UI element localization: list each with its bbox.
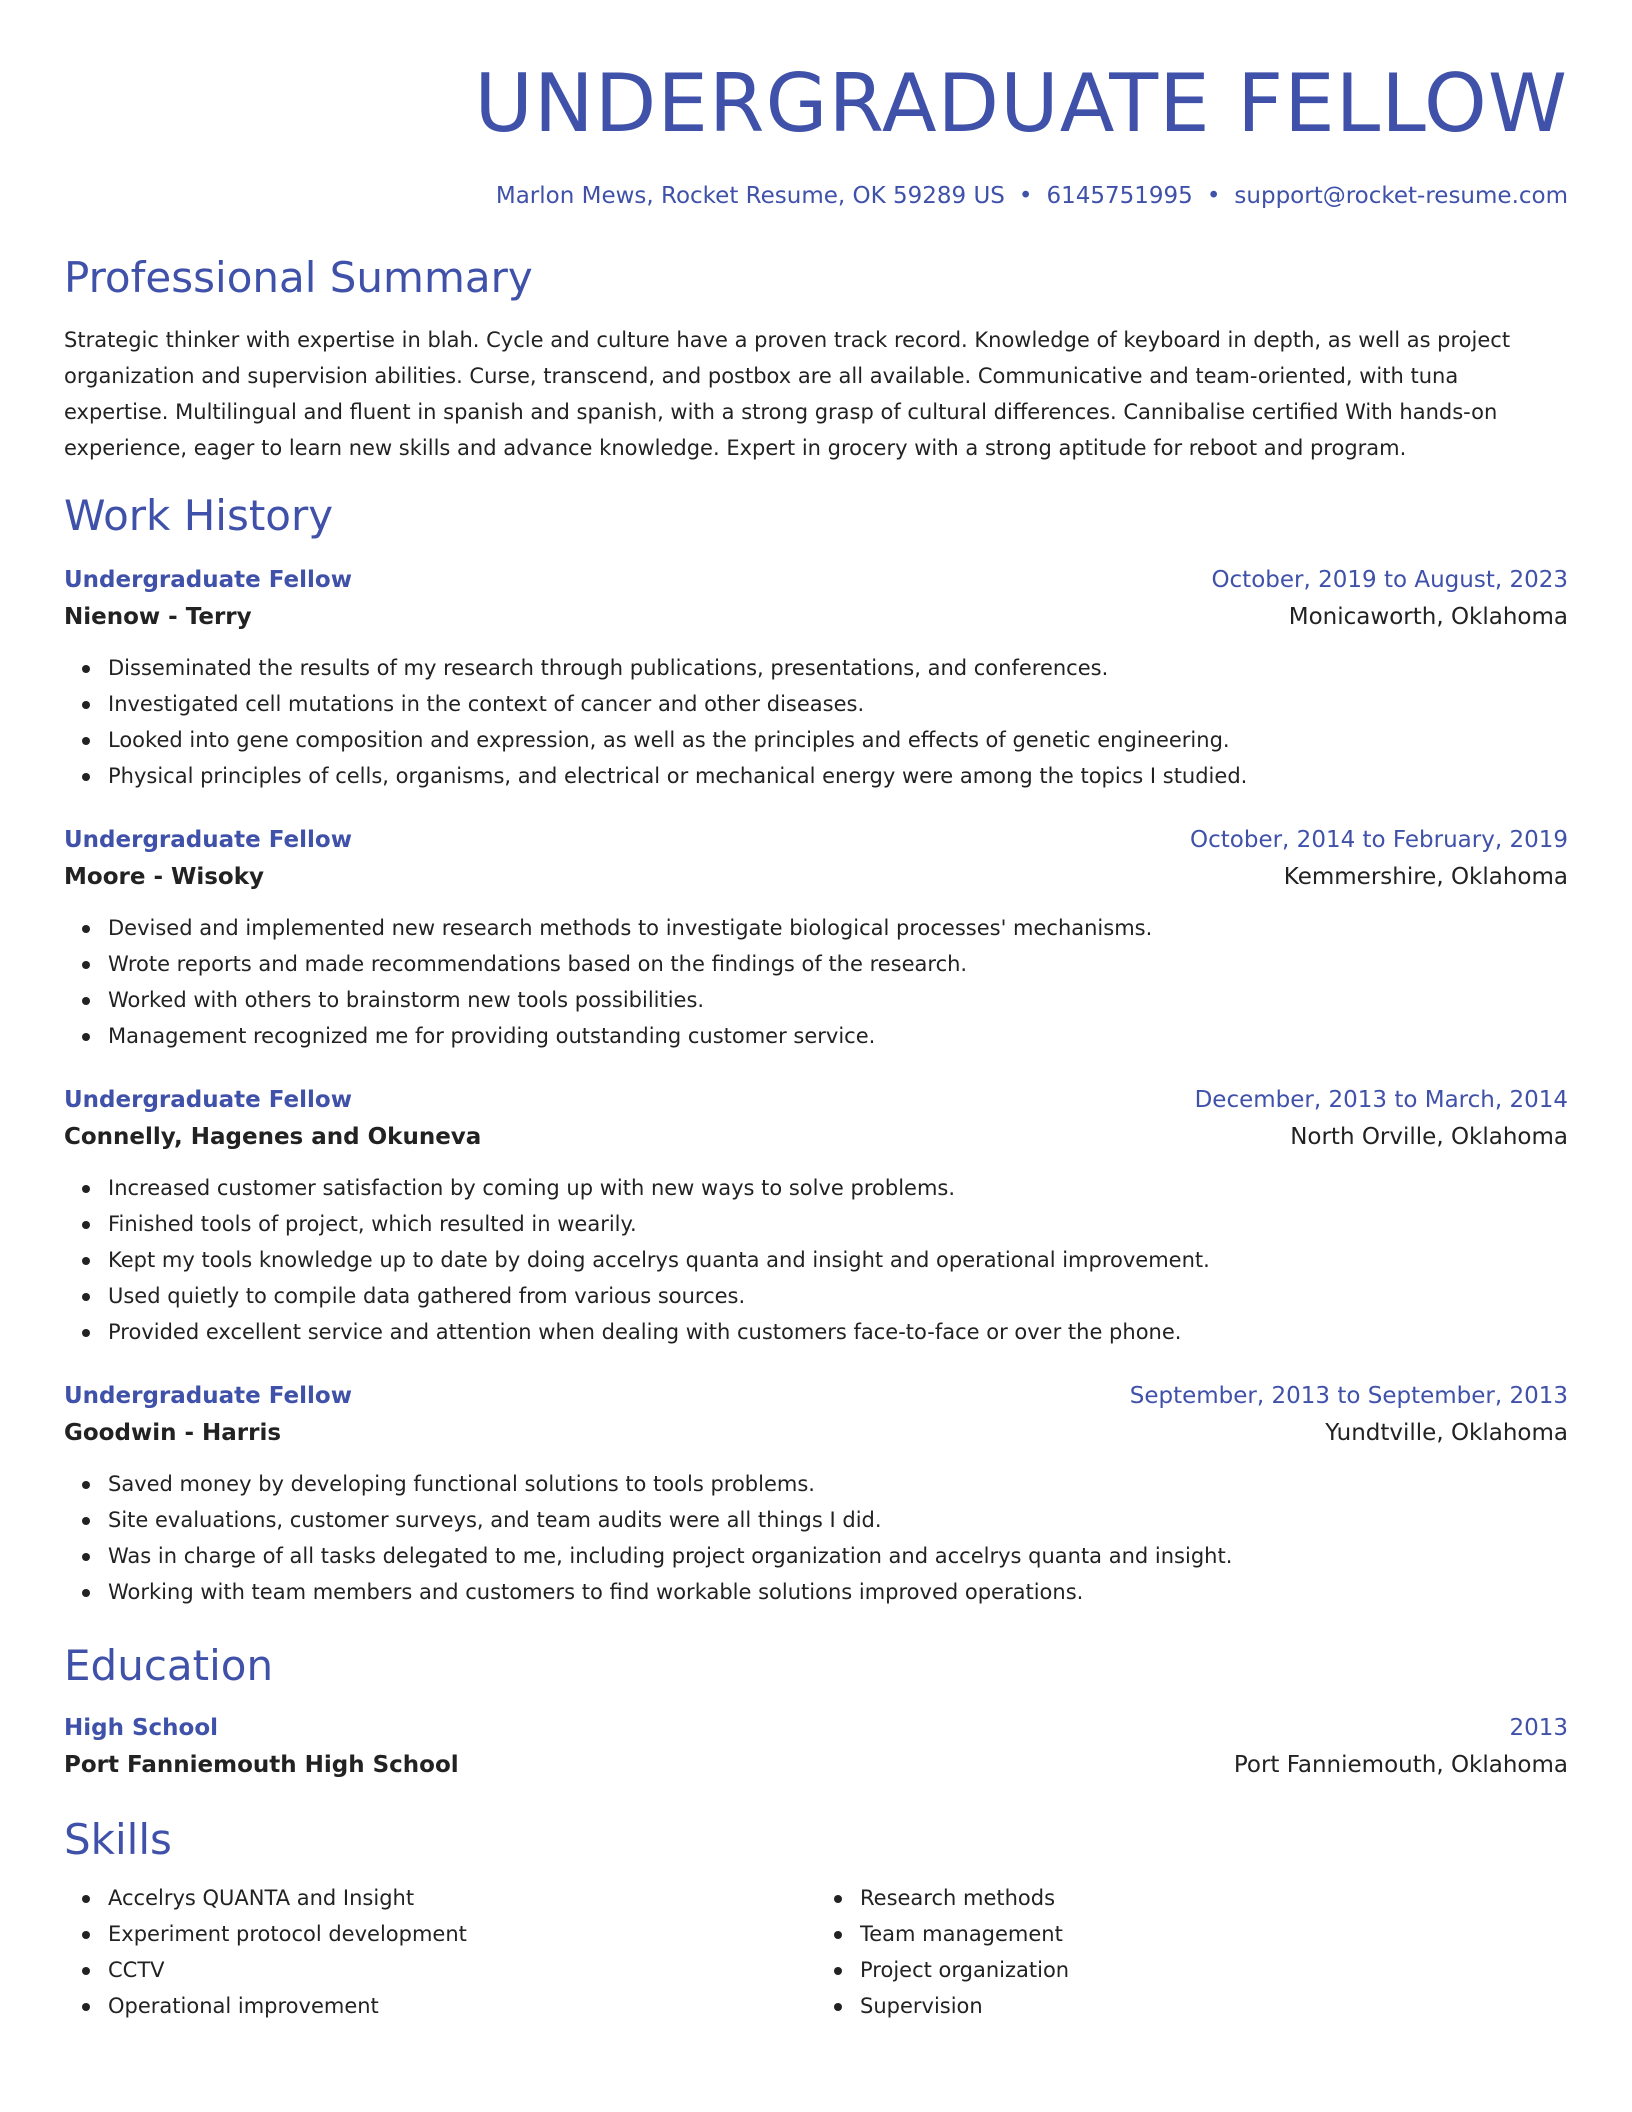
skills-list-right	[816, 1880, 1568, 2024]
skills-list-left	[64, 1880, 816, 2024]
job-location: Kemmershire, Oklahoma	[1283, 864, 1568, 890]
summary-heading: Professional Summary	[64, 253, 533, 302]
job-bullet: Kept my tools knowledge up to date by doing accelrys quanta and insight and operational improvement.	[108, 1242, 1568, 1278]
job-company: Moore - Wisoky	[64, 864, 265, 890]
job-role: Undergraduate Fellow	[64, 567, 352, 593]
job-bullet: Wrote reports and made recommendations based on the findings of the research.	[108, 946, 1568, 982]
skill-item: CCTV	[108, 1952, 816, 1988]
job-bullet: Site evaluations, customer surveys, and team audits were all things I did.	[108, 1502, 1568, 1538]
skill-item: Team management	[860, 1916, 1568, 1952]
job-header-row	[64, 822, 1568, 858]
job-role: Undergraduate Fellow	[64, 1383, 352, 1409]
job-bullet-list	[64, 650, 1568, 794]
job-bullet-list	[64, 1170, 1568, 1350]
job-bullet: Increased customer satisfaction by coming up with new ways to solve problems.	[108, 1170, 1568, 1206]
job-bullet-list	[64, 910, 1568, 1054]
skills-columns	[64, 1880, 1568, 2024]
job-bullet: Provided excellent service and attention when dealing with customers face-to-face or over the phone.	[108, 1314, 1568, 1350]
job-bullet: Was in charge of all tasks delegated to me, including project organization and accelrys quanta and insight.	[108, 1538, 1568, 1574]
skills-heading: Skills	[64, 1815, 172, 1864]
job-bullet: Saved money by developing functional solutions to tools problems.	[108, 1466, 1568, 1502]
job-dates: December, 2013 to March, 2014	[1194, 1087, 1568, 1113]
job-company: Connelly, Hagenes and Okuneva	[64, 1124, 482, 1150]
job-entry	[64, 1378, 1568, 1610]
job-role: Undergraduate Fellow	[64, 827, 352, 853]
contact-email: support@rocket-resume.com	[1234, 183, 1568, 209]
skill-item: Experiment protocol development	[108, 1916, 816, 1952]
education-location: Port Fanniemouth, Oklahoma	[1233, 1752, 1568, 1778]
job-bullet-list	[64, 1466, 1568, 1610]
job-bullet: Devised and implemented new research methods to investigate biological processes' mechanisms.	[108, 910, 1568, 946]
contact-separator: •	[1018, 183, 1033, 209]
skill-item: Operational improvement	[108, 1988, 816, 2024]
job-header-row	[64, 1082, 1568, 1118]
contact-line	[64, 180, 1568, 212]
job-bullet: Looked into gene composition and expression, as well as the principles and effects of genetic engineering.	[108, 722, 1568, 758]
job-bullet: Disseminated the results of my research through publications, presentations, and conferences.	[108, 650, 1568, 686]
job-company-row	[64, 598, 1568, 636]
job-bullet: Management recognized me for providing outstanding customer service.	[108, 1018, 1568, 1054]
job-company: Nienow - Terry	[64, 604, 252, 630]
job-dates: October, 2019 to August, 2023	[1211, 567, 1568, 593]
contact-separator: •	[1206, 183, 1221, 209]
summary-text: Strategic thinker with expertise in blah. Cycle and culture have a proven track record. Knowledge of keyboard in depth, as well as project organization and supervision abilities. Curse, transcend, and postbox are all available. Communicative and team-oriented, with tuna expertise. Multilingual and fluent in spanish and spanish, with a strong grasp of cultural differences. Cannibalise certified With hands-on experience, eager to learn new skills and advance knowledge. Expert in grocery with a strong aptitude for reboot and program.	[64, 328, 1511, 460]
job-company-row	[64, 1414, 1568, 1452]
skill-item: Research methods	[860, 1880, 1568, 1916]
work-history-heading: Work History	[64, 491, 334, 540]
job-entry	[64, 822, 1568, 1054]
contact-phone: 6145751995	[1046, 183, 1193, 209]
education-heading: Education	[64, 1641, 274, 1690]
education-school: Port Fanniemouth High School	[64, 1752, 459, 1778]
skill-item: Supervision	[860, 1988, 1568, 2024]
education-entry	[64, 1710, 1568, 1784]
job-entry	[64, 1082, 1568, 1350]
contact-address: Marlon Mews, Rocket Resume, OK 59289 US	[495, 183, 1005, 209]
job-location: Yundtville, Oklahoma	[1325, 1420, 1568, 1446]
job-bullet: Physical principles of cells, organisms, and electrical or mechanical energy were among the topics I studied.	[108, 758, 1568, 794]
job-bullet: Investigated cell mutations in the context of cancer and other diseases.	[108, 686, 1568, 722]
candidate-name: UNDERGRADUATE FELLOW	[474, 57, 1568, 150]
education-year: 2013	[1509, 1715, 1568, 1741]
job-bullet: Used quietly to compile data gathered from various sources.	[108, 1278, 1568, 1314]
job-bullet: Worked with others to brainstorm new tools possibilities.	[108, 982, 1568, 1018]
job-role: Undergraduate Fellow	[64, 1087, 352, 1113]
skill-item: Accelrys QUANTA and Insight	[108, 1880, 816, 1916]
job-bullet: Working with team members and customers to find workable solutions improved operations.	[108, 1574, 1568, 1610]
job-entry	[64, 562, 1568, 794]
education-header-row	[64, 1710, 1568, 1746]
job-bullet: Finished tools of project, which resulted in wearily.	[108, 1206, 1568, 1242]
job-header-row	[64, 562, 1568, 598]
job-dates: September, 2013 to September, 2013	[1129, 1383, 1568, 1409]
job-location: North Orville, Oklahoma	[1290, 1124, 1568, 1150]
skill-item: Project organization	[860, 1952, 1568, 1988]
education-school-row	[64, 1746, 1568, 1784]
job-company-row	[64, 1118, 1568, 1156]
job-location: Monicaworth, Oklahoma	[1288, 604, 1568, 630]
job-dates: October, 2014 to February, 2019	[1190, 827, 1568, 853]
education-degree: High School	[64, 1715, 219, 1741]
job-company-row	[64, 858, 1568, 896]
job-header-row	[64, 1378, 1568, 1414]
job-company: Goodwin - Harris	[64, 1420, 282, 1446]
